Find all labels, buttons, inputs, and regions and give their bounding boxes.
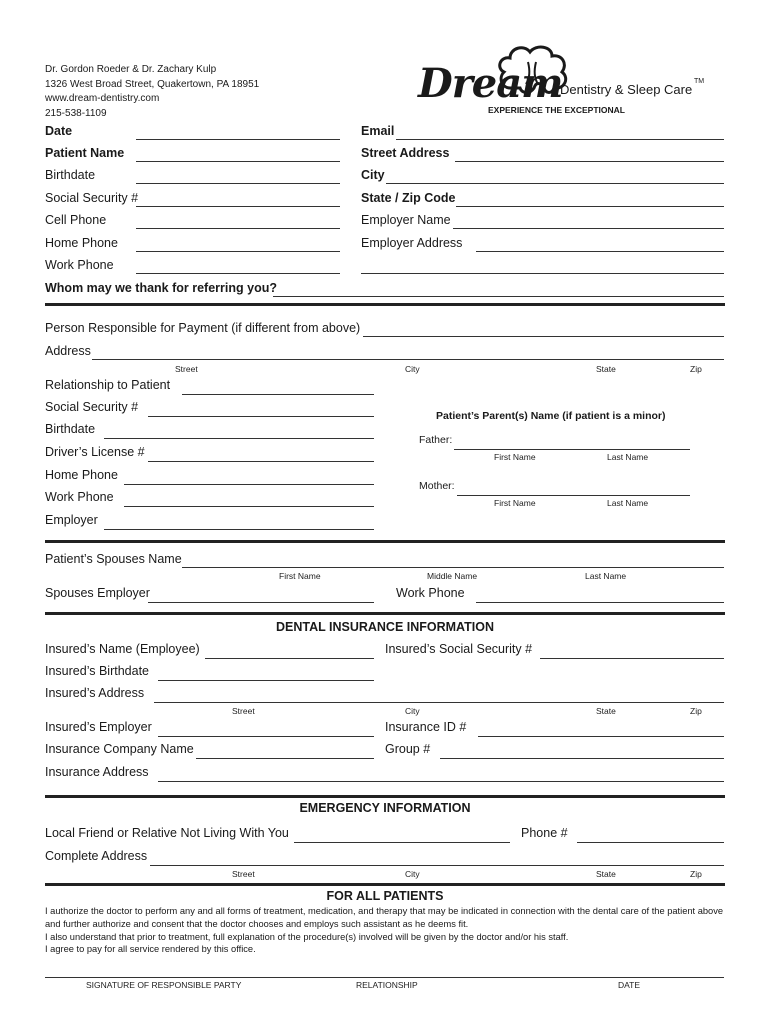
street-caption: Street: [232, 706, 255, 716]
insured-ssn-label: Insured’s Social Security #: [385, 642, 533, 656]
insured-employer-field[interactable]: [158, 736, 374, 737]
practice-website[interactable]: www.dream-dentistry.com: [45, 93, 160, 104]
employer-name-field[interactable]: [453, 228, 724, 229]
father-label: Father:: [419, 434, 453, 446]
practice-address: 1326 West Broad Street, Quakertown, PA 18951: [45, 78, 260, 90]
home-phone-label: Home Phone: [45, 236, 118, 250]
insured-ssn-field[interactable]: [540, 658, 724, 659]
logo-name: Dentistry & Sleep Care: [560, 82, 693, 97]
work-phone-label: Work Phone: [45, 258, 114, 272]
zip-caption: Zip: [690, 364, 702, 374]
state-zip-label: State / Zip Code: [361, 191, 456, 205]
employer-name-label: Employer Name: [361, 213, 451, 227]
responsible-work-phone-label: Work Phone: [45, 490, 114, 504]
referral-field[interactable]: [273, 296, 724, 297]
responsible-birthdate-label: Birthdate: [45, 422, 96, 436]
practice-header: [45, 63, 259, 121]
insured-name-label: Insured’s Name (Employee): [45, 642, 200, 656]
logo-tagline: EXPERIENCE THE EXCEPTIONAL: [488, 105, 625, 115]
spouse-work-phone-label: Work Phone: [396, 586, 465, 600]
insured-name-field[interactable]: [205, 658, 374, 659]
patient-name-label: Patient Name: [45, 146, 125, 160]
mother-last-caption: Last Name: [607, 498, 649, 508]
street-address-field[interactable]: [455, 161, 724, 162]
emergency-phone-field[interactable]: [577, 842, 724, 843]
doctor-names: Dr. Gordon Roeder & Dr. Zachary Kulp: [45, 64, 217, 75]
father-first-caption: First Name: [494, 452, 536, 462]
responsible-person-label: Person Responsible for Payment (if different from above): [45, 321, 361, 335]
practice-phone: 215-538-1109: [45, 107, 107, 119]
home-phone-field[interactable]: [136, 251, 340, 252]
insured-birthdate-field[interactable]: [158, 680, 374, 681]
insurance-company-field[interactable]: [196, 758, 374, 759]
birthdate-field[interactable]: [136, 183, 340, 184]
license-label: Driver’s License #: [45, 445, 145, 459]
ssn-label: Social Security #: [45, 191, 139, 205]
referral-label: Whom may we thank for referring you?: [45, 281, 277, 295]
cell-phone-label: Cell Phone: [45, 213, 107, 227]
mother-name-field[interactable]: [457, 495, 690, 496]
insured-birthdate-label: Insured’s Birthdate: [45, 664, 149, 678]
state-caption: State: [596, 364, 616, 374]
spouse-first-caption: First Name: [279, 571, 321, 581]
date-caption: DATE: [618, 980, 641, 990]
responsible-address-field[interactable]: [92, 359, 724, 360]
city-caption: City: [405, 869, 420, 879]
spouse-employer-label: Spouses Employer: [45, 586, 150, 600]
section-divider: [45, 883, 725, 886]
insurance-id-label: Insurance ID #: [385, 720, 467, 734]
relationship-caption: RELATIONSHIP: [356, 980, 418, 990]
responsible-address-label: Address: [45, 344, 91, 358]
consent-paragraph-3: I agree to pay for all service rendered by this office.: [45, 944, 256, 955]
spouse-last-caption: Last Name: [585, 571, 627, 581]
trademark: TM: [694, 78, 705, 85]
ssn-field[interactable]: [136, 206, 340, 207]
email-field[interactable]: [396, 139, 724, 140]
insured-address-field[interactable]: [154, 702, 724, 703]
insurance-address-field[interactable]: [158, 781, 724, 782]
insurance-id-field[interactable]: [478, 736, 724, 737]
section-divider: [45, 795, 725, 798]
city-field[interactable]: [386, 183, 724, 184]
complete-address-field[interactable]: [150, 865, 724, 866]
responsible-ssn-label: Social Security #: [45, 400, 139, 414]
relationship-label: Relationship to Patient: [45, 378, 171, 392]
state-caption: State: [596, 706, 616, 716]
street-caption: Street: [175, 364, 198, 374]
insurance-address-label: Insurance Address: [45, 765, 149, 779]
signature-line[interactable]: [45, 977, 724, 978]
insured-address-label: Insured’s Address: [45, 686, 145, 700]
logo-word: Dream: [418, 60, 563, 107]
father-last-caption: Last Name: [607, 452, 649, 462]
consent-paragraph-1: I authorize the doctor to perform any and all forms of treatment, medication, and therapy that may be indicated in connection with the dental care of the patient above and further authorize and consent that the doctor chooses and employs such assistant as he deems fit.: [45, 906, 724, 929]
patient-name-field[interactable]: [136, 161, 340, 162]
street-address-label: Street Address: [361, 146, 450, 160]
group-field[interactable]: [440, 758, 724, 759]
insurance-title: DENTAL INSURANCE INFORMATION: [275, 620, 495, 634]
mother-first-caption: First Name: [494, 498, 536, 508]
consent-title: FOR ALL PATIENTS: [326, 889, 444, 903]
spouse-name-field[interactable]: [182, 567, 724, 568]
mother-label: Mother:: [419, 480, 455, 492]
section-divider: [45, 612, 725, 615]
insurance-company-label: Insurance Company Name: [45, 742, 194, 756]
employer-address-label: Employer Address: [361, 236, 463, 250]
spouse-middle-caption: Middle Name: [427, 571, 478, 581]
state-caption: State: [596, 869, 616, 879]
city-caption: City: [405, 364, 420, 374]
insured-employer-label: Insured’s Employer: [45, 720, 152, 734]
responsible-work-phone-field[interactable]: [124, 506, 374, 507]
city-caption: City: [405, 706, 420, 716]
spouse-name-label: Patient’s Spouses Name: [45, 552, 182, 566]
section-divider: [45, 540, 725, 543]
employer-address-field[interactable]: [476, 251, 724, 252]
date-field[interactable]: [136, 139, 340, 140]
work-phone-field[interactable]: [136, 273, 340, 274]
consent-text: [45, 905, 735, 956]
street-caption: Street: [232, 869, 255, 879]
responsible-employer-label: Employer: [45, 513, 98, 527]
consent-paragraph-2: I also understand that prior to treatment, full explanation of the procedure(s) involved will be given by the doctor and/or his staff.: [45, 931, 569, 942]
zip-caption: Zip: [690, 706, 702, 716]
employer-address-field-2[interactable]: [361, 273, 724, 274]
license-field[interactable]: [148, 461, 374, 462]
spouse-employer-field[interactable]: [148, 602, 374, 603]
dream-logo: [418, 44, 718, 120]
email-label: Email: [361, 124, 395, 138]
emergency-phone-label: Phone #: [521, 826, 568, 840]
parents-title: Patient’s Parent(s) Name (if patient is a minor): [436, 410, 666, 422]
cell-phone-field[interactable]: [136, 228, 340, 229]
responsible-employer-field[interactable]: [104, 529, 374, 530]
state-zip-field[interactable]: [456, 206, 724, 207]
date-label: Date: [45, 124, 73, 138]
section-divider: [45, 303, 725, 306]
zip-caption: Zip: [690, 869, 702, 879]
responsible-birthdate-field[interactable]: [104, 438, 374, 439]
emergency-contact-field[interactable]: [294, 842, 510, 843]
responsible-home-phone-field[interactable]: [124, 484, 374, 485]
complete-address-label: Complete Address: [45, 849, 148, 863]
father-name-field[interactable]: [454, 449, 690, 450]
birthdate-label: Birthdate: [45, 168, 96, 182]
emergency-title: EMERGENCY INFORMATION: [299, 801, 471, 815]
city-label: City: [361, 168, 385, 182]
group-label: Group #: [385, 742, 431, 756]
signature-caption: SIGNATURE OF RESPONSIBLE PARTY: [86, 980, 242, 990]
responsible-home-phone-label: Home Phone: [45, 468, 118, 482]
spouse-work-phone-field[interactable]: [476, 602, 724, 603]
emergency-contact-label: Local Friend or Relative Not Living With You: [45, 826, 289, 840]
relationship-field[interactable]: [182, 394, 374, 395]
responsible-ssn-field[interactable]: [148, 416, 374, 417]
responsible-person-field[interactable]: [363, 336, 724, 337]
